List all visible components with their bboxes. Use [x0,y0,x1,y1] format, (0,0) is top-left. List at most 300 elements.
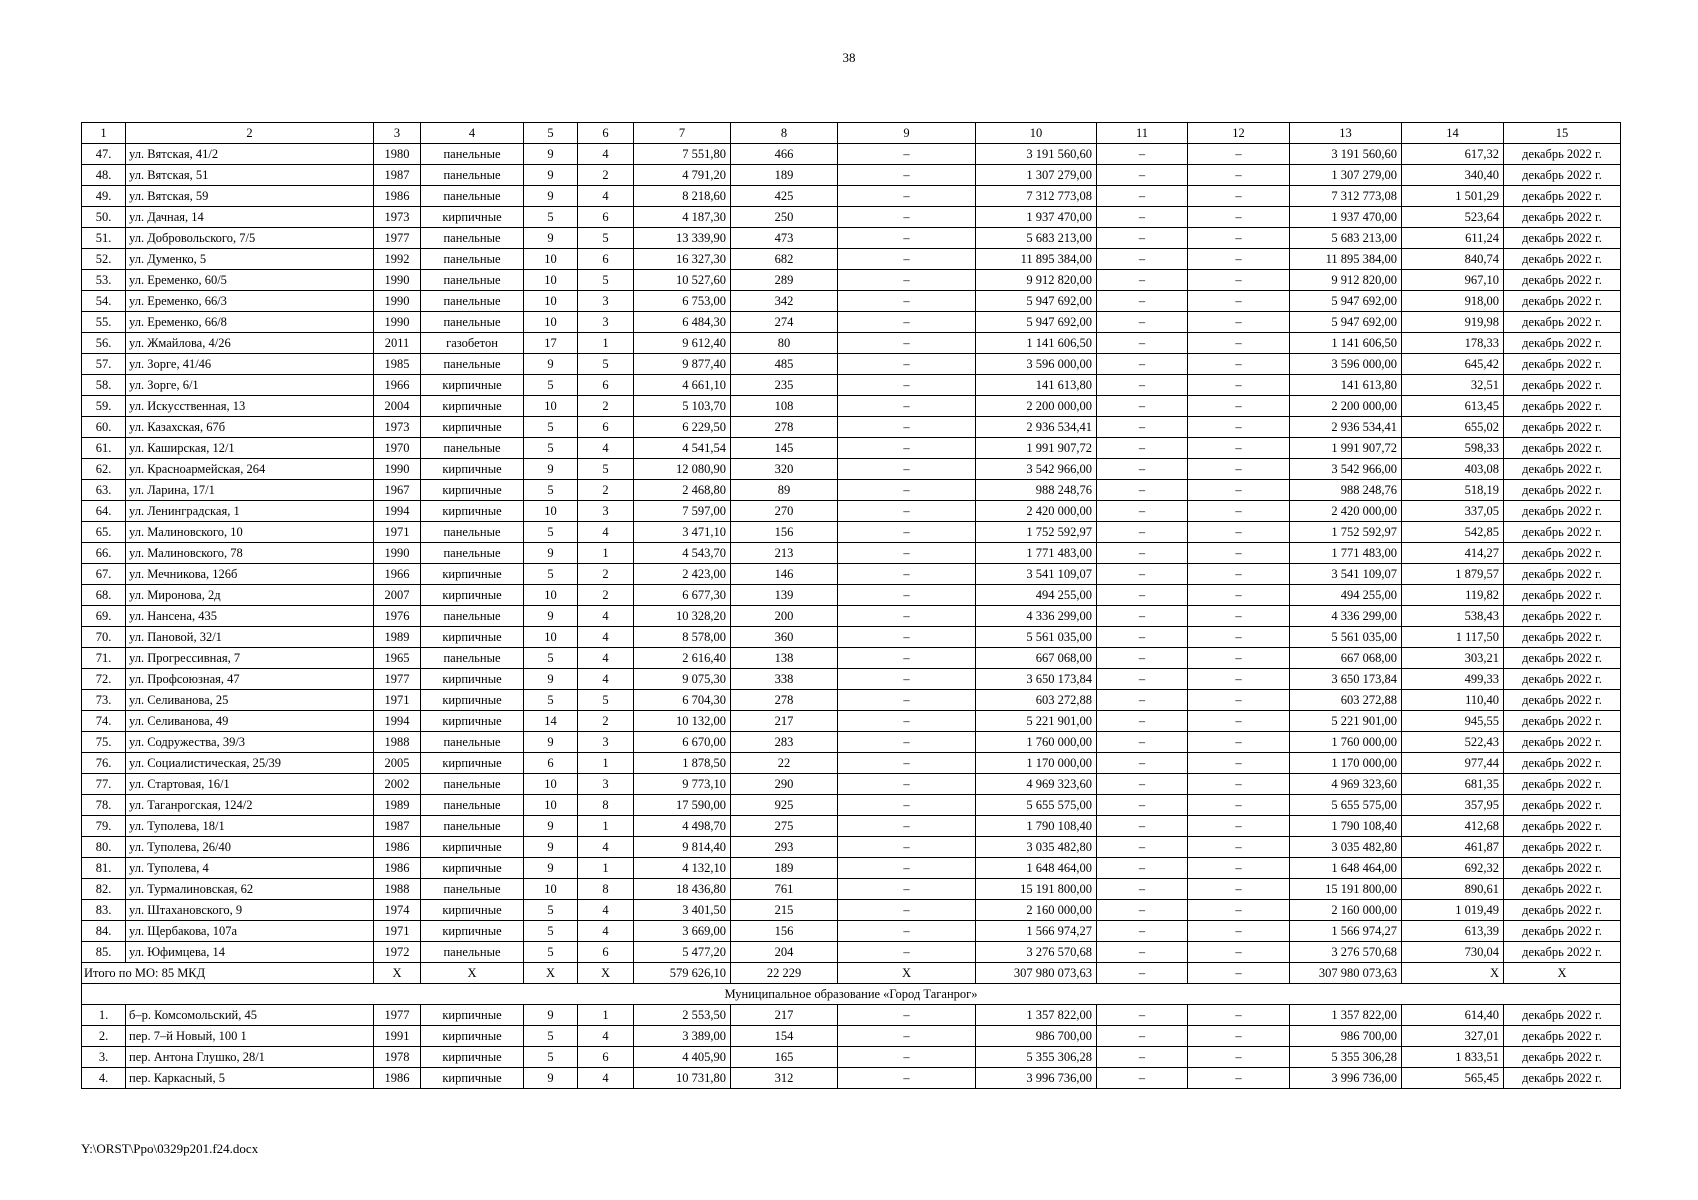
column-header: 1 [82,123,126,144]
cell-floors: 9 [524,543,578,564]
cell-col11: – [1097,207,1188,228]
cell-row-number: 56. [82,333,126,354]
cell-row-number: 77. [82,774,126,795]
cell-year: 1970 [374,438,421,459]
cell-entrances: 2 [578,480,634,501]
cell-area: 10 731,80 [634,1068,731,1089]
cell-col9: – [838,858,976,879]
cell-wall-material: панельные [421,270,524,291]
cell-deadline: декабрь 2022 г. [1504,291,1621,312]
table-row [82,648,1621,669]
cell-address: ул. Ленинградская, 1 [126,501,374,522]
cell-row-number: 1. [82,1005,126,1026]
cell-cost-per-sqm: 840,74 [1402,249,1504,270]
cell-cost-fund: 3 542 966,00 [1290,459,1402,480]
cell-year: 1977 [374,669,421,690]
table-row [82,900,1621,921]
cell-col11: – [1097,900,1188,921]
cell-floors: 9 [524,606,578,627]
cell-deadline: декабрь 2022 г. [1504,207,1621,228]
cell-row-number: 64. [82,501,126,522]
cell-wall-material: кирпичные [421,417,524,438]
cell-deadline: декабрь 2022 г. [1504,564,1621,585]
cell-address: ул. Таганрогская, 124/2 [126,795,374,816]
cell-cost-fund: 9 912 820,00 [1290,270,1402,291]
cell-cost-fund: 603 272,88 [1290,690,1402,711]
cell-col9: – [838,396,976,417]
cell-cost-per-sqm: 617,32 [1402,144,1504,165]
cell-col11: – [1097,732,1188,753]
cell-cost-fund: 3 650 173,84 [1290,669,1402,690]
cell-col12: – [1188,669,1290,690]
cell-col11: – [1097,543,1188,564]
cell-cost-per-sqm: 681,35 [1402,774,1504,795]
table-row [82,417,1621,438]
cell-area: 4 541,54 [634,438,731,459]
cell-address: ул. Профсоюзная, 47 [126,669,374,690]
total-cost-fund: 307 980 073,63 [1290,963,1402,984]
cell-entrances: 1 [578,753,634,774]
cell-floors: 17 [524,333,578,354]
cell-cost-fund: 5 221 901,00 [1290,711,1402,732]
cell-cost-total: 141 613,80 [976,375,1097,396]
cell-col11: – [1097,501,1188,522]
cell-cost-per-sqm: 918,00 [1402,291,1504,312]
cell-cost-fund: 11 895 384,00 [1290,249,1402,270]
cell-address: ул. Дачная, 14 [126,207,374,228]
cell-row-number: 49. [82,186,126,207]
cell-year: 1978 [374,1047,421,1068]
column-header: 9 [838,123,976,144]
cell-area: 6 229,50 [634,417,731,438]
cell-cost-per-sqm: 611,24 [1402,228,1504,249]
cell-col11: – [1097,795,1188,816]
cell-cost-fund: 1 566 974,27 [1290,921,1402,942]
page-number: 38 [842,50,856,65]
column-header: 5 [524,123,578,144]
cell-col12: – [1188,333,1290,354]
cell-deadline: декабрь 2022 г. [1504,165,1621,186]
cell-deadline: декабрь 2022 г. [1504,648,1621,669]
table-row [82,1068,1621,1089]
cell-col11: – [1097,816,1188,837]
cell-cost-per-sqm: 119,82 [1402,585,1504,606]
cell-address: ул. Юфимцева, 14 [126,942,374,963]
cell-entrances: 3 [578,774,634,795]
cell-deadline: декабрь 2022 г. [1504,585,1621,606]
cell-row-number: 78. [82,795,126,816]
cell-address: ул. Селиванова, 25 [126,690,374,711]
cell-year: 1966 [374,564,421,585]
cell-row-number: 81. [82,858,126,879]
column-header: 3 [374,123,421,144]
cell-cost-per-sqm: 919,98 [1402,312,1504,333]
table-row [82,249,1621,270]
cell-deadline: декабрь 2022 г. [1504,480,1621,501]
cell-floors: 9 [524,186,578,207]
cell-address: ул. Стартовая, 16/1 [126,774,374,795]
cell-col11: – [1097,354,1188,375]
cell-address: б–р. Комсомольский, 45 [126,1005,374,1026]
cell-floors: 9 [524,837,578,858]
column-header: 2 [126,123,374,144]
total-wall-material: X [421,963,524,984]
cell-col9: – [838,165,976,186]
cell-col9: – [838,1005,976,1026]
cell-residents: 89 [731,480,838,501]
cell-cost-total: 11 895 384,00 [976,249,1097,270]
cell-floors: 14 [524,711,578,732]
cell-entrances: 3 [578,291,634,312]
cell-residents: 217 [731,1005,838,1026]
cell-cost-fund: 3 276 570,68 [1290,942,1402,963]
cell-cost-fund: 2 420 000,00 [1290,501,1402,522]
cell-area: 6 670,00 [634,732,731,753]
cell-year: 2004 [374,396,421,417]
cell-deadline: декабрь 2022 г. [1504,921,1621,942]
cell-col9: – [838,312,976,333]
cell-address: ул. Селиванова, 49 [126,711,374,732]
cell-col9: – [838,144,976,165]
cell-wall-material: панельные [421,354,524,375]
cell-address: ул. Думенко, 5 [126,249,374,270]
cell-cost-per-sqm: 1 019,49 [1402,900,1504,921]
total-col12: – [1188,963,1290,984]
cell-cost-total: 3 035 482,80 [976,837,1097,858]
cell-row-number: 80. [82,837,126,858]
cell-floors: 9 [524,354,578,375]
cell-wall-material: кирпичные [421,858,524,879]
cell-floors: 5 [524,1026,578,1047]
table-row [82,795,1621,816]
cell-residents: 165 [731,1047,838,1068]
cell-floors: 9 [524,1005,578,1026]
cell-row-number: 76. [82,753,126,774]
cell-col11: – [1097,249,1188,270]
table-row [82,480,1621,501]
cell-cost-total: 1 357 822,00 [976,1005,1097,1026]
cell-cost-total: 494 255,00 [976,585,1097,606]
cell-row-number: 59. [82,396,126,417]
cell-wall-material: кирпичные [421,564,524,585]
cell-residents: 189 [731,858,838,879]
cell-col12: – [1188,753,1290,774]
cell-floors: 10 [524,270,578,291]
cell-wall-material: панельные [421,312,524,333]
cell-wall-material: панельные [421,942,524,963]
cell-area: 10 328,20 [634,606,731,627]
cell-deadline: декабрь 2022 г. [1504,879,1621,900]
cell-residents: 138 [731,648,838,669]
cell-year: 1988 [374,732,421,753]
cell-address: пер. Каркасный, 5 [126,1068,374,1089]
cell-cost-total: 1 566 974,27 [976,921,1097,942]
cell-col9: – [838,942,976,963]
cell-year: 1972 [374,942,421,963]
cell-floors: 10 [524,795,578,816]
cell-cost-total: 3 542 966,00 [976,459,1097,480]
table-row [82,438,1621,459]
cell-year: 2002 [374,774,421,795]
cell-col9: – [838,879,976,900]
column-header: 15 [1504,123,1621,144]
cell-year: 1994 [374,501,421,522]
cell-area: 9 773,10 [634,774,731,795]
cell-area: 2 423,00 [634,564,731,585]
cell-col11: – [1097,879,1188,900]
cell-row-number: 71. [82,648,126,669]
cell-cost-total: 3 996 736,00 [976,1068,1097,1089]
cell-wall-material: панельные [421,648,524,669]
cell-residents: 146 [731,564,838,585]
cell-residents: 278 [731,690,838,711]
cell-cost-per-sqm: 518,19 [1402,480,1504,501]
cell-col11: – [1097,396,1188,417]
cell-wall-material: панельные [421,186,524,207]
cell-col12: – [1188,711,1290,732]
cell-col12: – [1188,774,1290,795]
cell-year: 1994 [374,711,421,732]
cell-entrances: 5 [578,690,634,711]
cell-cost-fund: 4 969 323,60 [1290,774,1402,795]
cell-cost-per-sqm: 178,33 [1402,333,1504,354]
cell-address: ул. Зорге, 6/1 [126,375,374,396]
cell-col11: – [1097,858,1188,879]
cell-address: ул. Турмалиновская, 62 [126,879,374,900]
cell-col12: – [1188,942,1290,963]
cell-area: 6 484,30 [634,312,731,333]
cell-entrances: 5 [578,228,634,249]
cell-residents: 108 [731,396,838,417]
cell-residents: 360 [731,627,838,648]
cell-col9: – [838,543,976,564]
cell-deadline: декабрь 2022 г. [1504,417,1621,438]
cell-col9: – [838,711,976,732]
cell-col9: – [838,837,976,858]
cell-cost-fund: 2 936 534,41 [1290,417,1402,438]
cell-wall-material: панельные [421,795,524,816]
cell-residents: 200 [731,606,838,627]
cell-row-number: 67. [82,564,126,585]
cell-area: 3 471,10 [634,522,731,543]
cell-wall-material: панельные [421,732,524,753]
cell-col11: – [1097,312,1188,333]
cell-cost-per-sqm: 614,40 [1402,1005,1504,1026]
cell-residents: 80 [731,333,838,354]
cell-cost-fund: 7 312 773,08 [1290,186,1402,207]
column-header: 13 [1290,123,1402,144]
table-header-row [82,123,1621,144]
cell-wall-material: панельные [421,249,524,270]
cell-col11: – [1097,270,1188,291]
cell-address: ул. Малиновского, 10 [126,522,374,543]
cell-year: 1966 [374,375,421,396]
cell-col11: – [1097,522,1188,543]
cell-entrances: 5 [578,270,634,291]
cell-address: ул. Добровольского, 7/5 [126,228,374,249]
cell-col12: – [1188,186,1290,207]
table-row [82,564,1621,585]
cell-row-number: 73. [82,690,126,711]
cell-col11: – [1097,186,1188,207]
cell-entrances: 1 [578,858,634,879]
cell-col12: – [1188,648,1290,669]
table-row [82,396,1621,417]
cell-floors: 5 [524,921,578,942]
cell-year: 1986 [374,1068,421,1089]
cell-floors: 6 [524,753,578,774]
cell-cost-total: 2 200 000,00 [976,396,1097,417]
cell-address: ул. Социалистическая, 25/39 [126,753,374,774]
cell-col12: – [1188,228,1290,249]
cell-cost-total: 1 760 000,00 [976,732,1097,753]
cell-area: 4 661,10 [634,375,731,396]
cell-area: 1 878,50 [634,753,731,774]
table-row [82,690,1621,711]
cell-address: ул. Зорге, 41/46 [126,354,374,375]
cell-cost-fund: 15 191 800,00 [1290,879,1402,900]
cell-col9: – [838,333,976,354]
total-col9: X [838,963,976,984]
cell-wall-material: панельные [421,291,524,312]
table-row [82,942,1621,963]
cell-cost-total: 5 683 213,00 [976,228,1097,249]
cell-entrances: 5 [578,354,634,375]
cell-floors: 5 [524,564,578,585]
cell-address: ул. Казахская, 67б [126,417,374,438]
cell-row-number: 69. [82,606,126,627]
cell-cost-fund: 3 035 482,80 [1290,837,1402,858]
cell-floors: 5 [524,1047,578,1068]
cell-wall-material: кирпичные [421,690,524,711]
cell-cost-total: 1 170 000,00 [976,753,1097,774]
cell-area: 6 753,00 [634,291,731,312]
column-header: 8 [731,123,838,144]
cell-cost-total: 3 541 109,07 [976,564,1097,585]
cell-cost-per-sqm: 613,45 [1402,396,1504,417]
cell-cost-total: 2 420 000,00 [976,501,1097,522]
cell-residents: 213 [731,543,838,564]
cell-col11: – [1097,1026,1188,1047]
table-row [82,585,1621,606]
cell-year: 2011 [374,333,421,354]
cell-entrances: 4 [578,186,634,207]
cell-col12: – [1188,606,1290,627]
cell-entrances: 4 [578,1068,634,1089]
cell-col11: – [1097,564,1188,585]
cell-cost-fund: 2 160 000,00 [1290,900,1402,921]
cell-residents: 156 [731,921,838,942]
cell-deadline: декабрь 2022 г. [1504,795,1621,816]
cell-residents: 275 [731,816,838,837]
cell-deadline: декабрь 2022 г. [1504,816,1621,837]
cell-cost-per-sqm: 337,05 [1402,501,1504,522]
table-row [82,165,1621,186]
cell-col12: – [1188,732,1290,753]
cell-cost-total: 4 336 299,00 [976,606,1097,627]
cell-address: пер. 7–й Новый, 100 1 [126,1026,374,1047]
cell-floors: 9 [524,165,578,186]
cell-address: ул. Малиновского, 78 [126,543,374,564]
cell-col9: – [838,501,976,522]
cell-area: 9 877,40 [634,354,731,375]
total-entrances: X [578,963,634,984]
cell-col12: – [1188,438,1290,459]
cell-address: ул. Ларина, 17/1 [126,480,374,501]
cell-wall-material: кирпичные [421,669,524,690]
cell-deadline: декабрь 2022 г. [1504,732,1621,753]
cell-residents: 189 [731,165,838,186]
cell-col11: – [1097,627,1188,648]
cell-address: ул. Вятская, 51 [126,165,374,186]
cell-wall-material: панельные [421,522,524,543]
cell-cost-total: 1 141 606,50 [976,333,1097,354]
cell-col9: – [838,585,976,606]
cell-col9: – [838,522,976,543]
total-cost-per-sqm: X [1402,963,1504,984]
cell-col9: – [838,207,976,228]
cell-col11: – [1097,606,1188,627]
cell-col9: – [838,816,976,837]
cell-col12: – [1188,564,1290,585]
table-row [82,774,1621,795]
cell-entrances: 3 [578,501,634,522]
table-row [82,543,1621,564]
cell-cost-fund: 986 700,00 [1290,1026,1402,1047]
cell-year: 1974 [374,900,421,921]
cell-col12: – [1188,312,1290,333]
cell-col11: – [1097,459,1188,480]
cell-col11: – [1097,711,1188,732]
cell-year: 1977 [374,228,421,249]
cell-cost-fund: 1 752 592,97 [1290,522,1402,543]
cell-entrances: 2 [578,564,634,585]
cell-deadline: декабрь 2022 г. [1504,1047,1621,1068]
cell-cost-fund: 1 357 822,00 [1290,1005,1402,1026]
cell-col12: – [1188,879,1290,900]
cell-address: ул. Вятская, 41/2 [126,144,374,165]
cell-cost-per-sqm: 32,51 [1402,375,1504,396]
cell-cost-per-sqm: 613,39 [1402,921,1504,942]
cell-year: 1971 [374,690,421,711]
table-row [82,858,1621,879]
cell-row-number: 47. [82,144,126,165]
cell-col12: – [1188,291,1290,312]
cell-entrances: 4 [578,627,634,648]
cell-cost-total: 15 191 800,00 [976,879,1097,900]
cell-area: 3 669,00 [634,921,731,942]
cell-row-number: 55. [82,312,126,333]
column-header: 14 [1402,123,1504,144]
cell-residents: 156 [731,522,838,543]
cell-area: 9 612,40 [634,333,731,354]
cell-col11: – [1097,648,1188,669]
cell-col12: – [1188,249,1290,270]
cell-col9: – [838,627,976,648]
cell-col9: – [838,606,976,627]
cell-cost-per-sqm: 730,04 [1402,942,1504,963]
cell-row-number: 61. [82,438,126,459]
cell-cost-per-sqm: 412,68 [1402,816,1504,837]
cell-cost-per-sqm: 1 879,57 [1402,564,1504,585]
table-row [82,144,1621,165]
cell-residents: 235 [731,375,838,396]
cell-col12: – [1188,585,1290,606]
cell-col9: – [838,354,976,375]
cell-entrances: 1 [578,816,634,837]
total-floors: X [524,963,578,984]
cell-col9: – [838,732,976,753]
